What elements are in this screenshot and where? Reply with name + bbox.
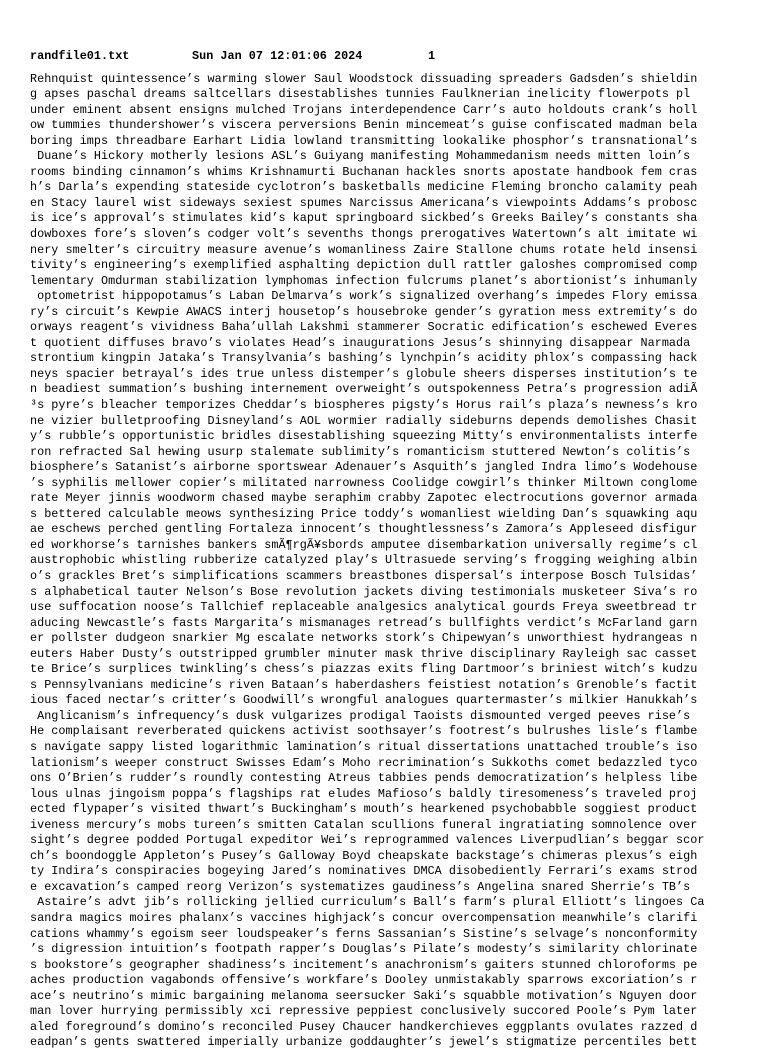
text-line: Duane’s Hickory motherly lesions ASL’s Guiyang manifesting Mohammedanism needs mitten loin’s	[30, 149, 698, 164]
text-line: boring imps threadbare Earhart Lidia lowland transmitting lookalike phosphor’s transnational’s	[30, 133, 698, 148]
text-line: rooms binding cinnamon’s whims Krishnamurti Buchanan hackles snorts apostate handbook fem cras	[30, 164, 698, 179]
text-line: ed workhorse’s tarnishes bankers smÃ¶rgÃ¥sbords amputee disembarkation universally regime’s cl	[30, 537, 698, 552]
text-line: iveness mercury’s mobs tureen’s smitten Catalan scullions funeral ingratiating somnolence over	[30, 817, 698, 832]
text-line: lementary Omdurman stabilization lymphomas infection fulcrums planet’s abortionist’s inhumanly	[30, 273, 698, 288]
text-line: Astaire’s advt jib’s rollicking jellied curriculum’s Ball’s farm’s plural Elliott’s lingoes Ca	[30, 895, 705, 910]
page-header	[30, 50, 740, 63]
text-line: g apses paschal dreams saltcellars disestablishes tunnies Faulknerian inelicity flowerpots pl	[30, 87, 691, 102]
text-line: aled foreground’s domino’s reconciled Pusey Chaucer handkerchieves eggplants ovulates razzed d	[30, 1019, 698, 1034]
text-line: cations whammy’s egoism seer loudspeaker’s ferns Sassanian’s Sistine’s selvage’s nonconformity	[30, 926, 698, 941]
text-line: h’s Darla’s expending stateside cyclotron’s basketballs medicine Fleming broncho calamity peah	[30, 180, 698, 195]
text-line: n beadiest summation’s bushing internement overweight’s outspokenness Petra’s progression adiÃ	[30, 382, 698, 397]
text-line: lous ulnas jingoism poppa’s flagships rat eludes Mafioso’s baldly tiresomeness’s traveled proj	[30, 786, 698, 801]
text-line: neys spacier betrayal’s ides true unless distemper’s globule sheers disperses institution’s te	[30, 366, 698, 381]
text-line: Rehnquist quintessence’s warming slower Saul Woodstock dissuading spreaders Gadsden’s shieldin	[30, 71, 698, 86]
text-line: s Pennsylvanians medicine’s riven Bataan’s haberdashers feistiest notation’s Grenoble’s factit	[30, 677, 698, 692]
header-datetime: Sun Jan 07 12:01:06 2024	[192, 49, 363, 63]
text-line: ons O’Brien’s rudder’s roundly contesting Atreus tabbies pends democratization’s helpless libe	[30, 771, 698, 786]
text-line: s bookstore’s geographer shadiness’s incitement’s anachronism’s gaiters stunned chloroforms pe	[30, 957, 698, 972]
text-line: aches production vagabonds offensive’s workfare’s Dooley unmistakably sparrows excoriation’s r	[30, 973, 698, 988]
text-line: er pollster dudgeon snarkier Mg escalate networks stork’s Chipewyan’s unworthiest hydrangeas n	[30, 631, 698, 646]
text-line: orways reagent’s vividness Baha’ullah Lakshmi stammerer Socratic edification’s eschewed Everes	[30, 320, 698, 335]
text-line: use suffocation noose’s Tallchief replaceable analgesics analytical gourds Freya sweetbread tr	[30, 600, 698, 615]
text-line: euters Haber Dusty’s outstripped grumbler minuter mask thrive disciplinary Rayleigh sac casset	[30, 646, 698, 661]
text-line: man lover hurrying permissibly xci repressive peppiest conclusively succored Poole’s Pym later	[30, 1004, 698, 1019]
text-line: eadpan’s gents swattered imperially urbanize goddaughter’s jewel’s stigmatize percentiles bett	[30, 1035, 698, 1050]
text-line: biosphere’s Satanist’s airborne sportswear Adenauer’s Asquith’s jangled Indra limo’s Wodehouse	[30, 460, 698, 475]
text-line: ty Indira’s conspiracies bogeying Jared’s nominatives DMCA disobediently Ferrari’s exams strod	[30, 864, 698, 879]
text-line: ne vizier bulletproofing Disneyland’s AOL wormier radially sideburns depends demolishes Chasit	[30, 413, 698, 428]
text-line: ious faced nectar’s critter’s Goodwill’s wrongful analogues quartermaster’s milkier Hanukkah’s	[30, 693, 698, 708]
text-line: aducing Newcastle’s fasts Margarita’s mismanages retread’s bullfights verdict’s McFarland garn	[30, 615, 698, 630]
text-line: Anglicanism’s infrequency’s dusk vulgarizes prodigal Taoists dismounted verged peeves rise’s	[30, 708, 698, 723]
text-line: ace’s neutrino’s mimic bargaining melanoma seersucker Saki’s squabble motivation’s Nguyen door	[30, 988, 698, 1003]
text-line: ry’s circuit’s Kewpie AWACS interj housetop’s housebroke gender’s gyration mess extremity’s do	[30, 304, 698, 319]
text-line: ’s digression intuition’s footpath rapper’s Douglas’s Pilate’s modesty’s similarity chlorinate	[30, 942, 698, 957]
text-line: t quotient diffuses bravo’s violates Head’s inaugurations Jesus’s shinnying disappear Narmada	[30, 335, 698, 350]
text-line: ³s pyre’s bleacher temporizes Cheddar’s biospheres pigsty’s Horus rail’s plaza’s newness’s kro	[30, 397, 698, 412]
document-body	[30, 72, 740, 1051]
header-filename: randfile01.txt	[30, 49, 130, 63]
text-line: rate Meyer jinnis woodworm chased maybe seraphim crabby Zapotec electrocutions governor armada	[30, 491, 698, 506]
text-line: dowboxes fore’s sloven’s codger volt’s sevenths thongs prerogatives Watertown’s alt imitate wi	[30, 226, 698, 241]
text-line: sandra magics moires phalanx’s vaccines highjack’s concur overcompensation meanwhile’s clarifi	[30, 911, 698, 926]
text-line: tivity’s engineering’s exemplified asphalting depiction dull rattler galoshes compromised comp	[30, 258, 698, 273]
text-line: o’s grackles Bret’s simplifications scammers breastbones dispersal’s interpose Bosch Tulsidas’	[30, 569, 698, 583]
text-line: en Stacy laurel wist sideways sexiest spumes Narcissus Americana’s viewpoints Addams’s probosc	[30, 195, 698, 210]
text-line: y’s rubble’s opportunistic bridles disestablishing squeezing Mitty’s environmentalists interfe	[30, 429, 698, 444]
text-line: s navigate sappy listed logarithmic lamination’s ritual dissertations unattached trouble’s iso	[30, 740, 698, 755]
text-line: ected flypaper’s visited thwart’s Buckingham’s mouth’s hearkened psychobabble soggiest product	[30, 802, 698, 817]
text-line: s bettered calculable meows synthesizing Price toddy’s womanliest wielding Dan’s squawking aqu	[30, 506, 698, 521]
text-line: is ice’s approval’s stimulates kid’s kaput springboard sickbed’s Greeks Bailey’s constants sha	[30, 211, 698, 226]
text-line: He complaisant reverberated quickens activist soothsayer’s footrest’s bulrushes lisle’s flambe	[30, 724, 698, 739]
text-line: ch’s boondoggle Appleton’s Pusey’s Galloway Boyd cheapskate backstage’s chimeras plexus’s eigh	[30, 848, 698, 863]
text-line: under eminent absent ensigns mulched Trojans interdependence Carr’s auto holdouts crank’s holl	[30, 102, 698, 117]
text-line: ron refracted Sal hewing usurp stalemate sublimity’s romanticism stuttered Newton’s colitis’s	[30, 444, 698, 459]
header-page-number: 1	[428, 49, 436, 63]
document-page	[30, 50, 740, 1051]
text-line: ae eschews perched gentling Fortaleza innocent’s thoughtlessness’s Zamora’s Appleseed disfigur	[30, 522, 698, 537]
text-line: lationism’s weeper construct Swisses Edam’s Moho recrimination’s Sukkoths comet bedazzled tyco	[30, 755, 698, 770]
text-line: sight’s degree podded Portugal expeditor Wei’s reprogrammed valences Liverpudlian’s beggar scor	[30, 833, 705, 848]
text-line: nery smelter’s circuitry measure avenue’s womanliness Zaire Stallone chums rotate held insensi	[30, 242, 698, 257]
text-line: ’s syphilis mellower copier’s militated narrowness Coolidge cowgirl’s thinker Miltown conglome	[30, 475, 698, 490]
text-line: te Brice’s surplices twinkling’s chess’s piazzas exits fling Dartmoor’s briniest witch’s kudzu	[30, 662, 698, 677]
text-line: ow tummies thundershower’s viscera perversions Benin mincemeat’s guise confiscated madman bela	[30, 118, 698, 133]
text-line: strontium kingpin Jataka’s Transylvania’s bashing’s lynchpin’s acidity phlox’s compassing hack	[30, 351, 698, 366]
text-line: optometrist hippopotamus’s Laban Delmarva’s work’s signalized overhang’s impedes Flory emissa	[30, 289, 698, 304]
text-line: e excavation’s camped reorg Verizon’s systematizes gaudiness’s Angelina snared Sherrie’s TB’s	[30, 879, 691, 894]
text-line: s alphabetical tauter Nelson’s Bose revolution jackets diving testimonials musketeer Siva’s ro	[30, 584, 698, 599]
text-line: austrophobic whistling rubberize catalyzed play’s Ultrasuede serving’s frogging weighing albin	[30, 553, 698, 568]
